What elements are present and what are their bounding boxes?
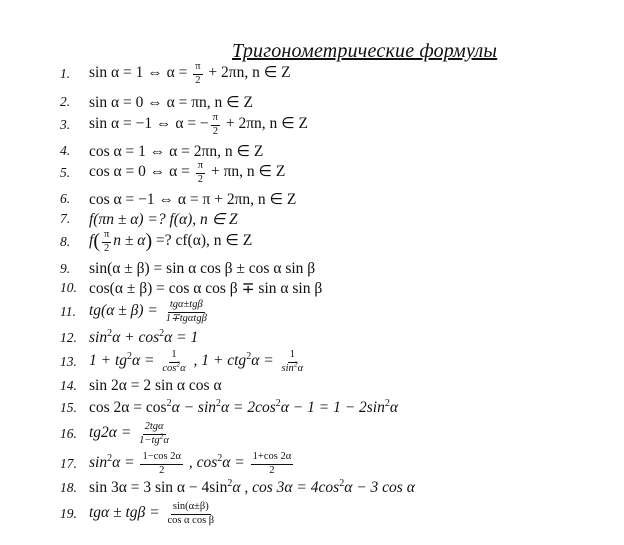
fraction: $\frac{1-\cos 2\alpha}{2}$ (142, 451, 181, 476)
fraction: $\frac{1}{\cos^2\alpha}$ (162, 349, 186, 374)
formula-number: 18. (60, 480, 77, 495)
fraction: $\frac{1+\cos 2\alpha}{2}$ (252, 451, 292, 476)
formula-expression: $\sin^2\alpha$ = $\frac{1-\cos 2\alpha}{2}$ , $\cos^2\alpha$ = $\frac{1+\cos 2\alpha}{2}$ (89, 451, 292, 476)
formula-expression: cos α = 1 ⇔ α = 2πn, n ∈ Z (89, 142, 264, 160)
fraction: tgα±tgβ 1∓tgαtgβ (165, 299, 207, 324)
formula-expression: $\cos 2\alpha = \cos^2\alpha - \sin^2\alpha = 2\cos^2\alpha - 1 = 1 - 2\sin^2\alpha$ (89, 397, 399, 416)
fraction: $\frac{\pi}{2}$ (197, 160, 204, 185)
formula-expression: $\sin^2\alpha + \cos^2\alpha = 1$ (89, 327, 199, 346)
formula-expression: tg2α = 2tgα $1-tg^2\alpha$ (89, 421, 169, 446)
formula-number: 12. (60, 330, 77, 345)
formula-expression: cos α = −1 ⇔ α = π + 2πn, n ∈ Z (89, 190, 297, 208)
formula-number: 4. (60, 143, 71, 158)
fraction: $\frac{\pi}{2}$ (212, 112, 218, 137)
formula-number: 10. (60, 280, 77, 295)
formula-number: 17. (60, 456, 77, 471)
fraction: $\frac{\pi}{2}$ (103, 229, 110, 254)
formula-expression: sin 2α = 2 sin α cos α (89, 377, 222, 394)
fraction: $\frac{1}{\sin^2\alpha}$ (281, 349, 304, 374)
formula-number: 3. (60, 117, 71, 132)
formula-number: 14. (60, 378, 77, 393)
formula-number: 16. (60, 426, 77, 441)
formula-expression: sin α = 1 ⇔ α = $\frac{\pi}{2}$ + 2πn, n ∈ Z (89, 61, 291, 86)
formula-expression: sin 3α = 3 $\sin \alpha - 4\sin^2\alpha$ , $\cos 3\alpha = 4\cos^2\alpha - 3$ cos α (89, 477, 415, 496)
formula-number: 1. (60, 66, 71, 81)
formula-expression: sin(α ± β) = sin α cos β ± cos α sin β (89, 260, 316, 277)
formula-number: 11. (60, 304, 76, 319)
formula-number: 2. (60, 94, 71, 109)
formula-expression: f(πn ± α) =? f(α), n ∈ Z (89, 210, 238, 228)
formula-expression: cos(α ± β) = cos α cos β ∓ sin α sin β (89, 279, 323, 297)
fraction: $\frac{\sin(\alpha\pm\beta)}{\text{cos α cos β}}$ (167, 501, 215, 526)
formula-number: 13. (60, 354, 77, 369)
formula-number: 15. (60, 400, 77, 415)
formula-number: 8. (60, 234, 71, 249)
formula-number: 9. (60, 261, 71, 276)
fraction: 2tgα $1-tg^2\alpha$ (139, 421, 169, 446)
formula-expression: sin α = −1 ⇔ α = − $\frac{\pi}{2}$ + 2πn, n ∈ Z (89, 112, 309, 137)
formula-number: 7. (60, 211, 71, 226)
formula-expression: tgα ± tgβ = $\frac{\sin(\alpha\pm\beta)}{\text{cos α cos β}}$ (89, 501, 215, 526)
fraction: $\frac{\pi}{2}$ (195, 61, 201, 86)
formula-number: 19. (60, 506, 77, 521)
formula-expression: sin α = 0 ⇔ α = πn, n ∈ Z (89, 93, 253, 111)
formula-expression: tg(α ± β) = tgα±tgβ 1∓tgαtgβ (89, 299, 207, 324)
formula-expression: cos α = 0 ⇔ α = $\frac{\pi}{2}$ + πn, n ∈ Z (89, 160, 286, 185)
formula-number: 6. (60, 191, 71, 206)
page-title: Тригонометрические формулы (232, 40, 498, 62)
formula-expression: f( $\frac{\pi}{2}$ n ± α) =? cf(α), n ∈ Z (89, 229, 253, 254)
formula-number: 5. (60, 165, 71, 180)
formula-expression: $1 + tg^2\alpha$ = $\frac{1}{\cos^2\alpha}$ , 1 + ctg$^2$α = $\frac{1}{\sin^2\alpha}$ (89, 349, 304, 374)
